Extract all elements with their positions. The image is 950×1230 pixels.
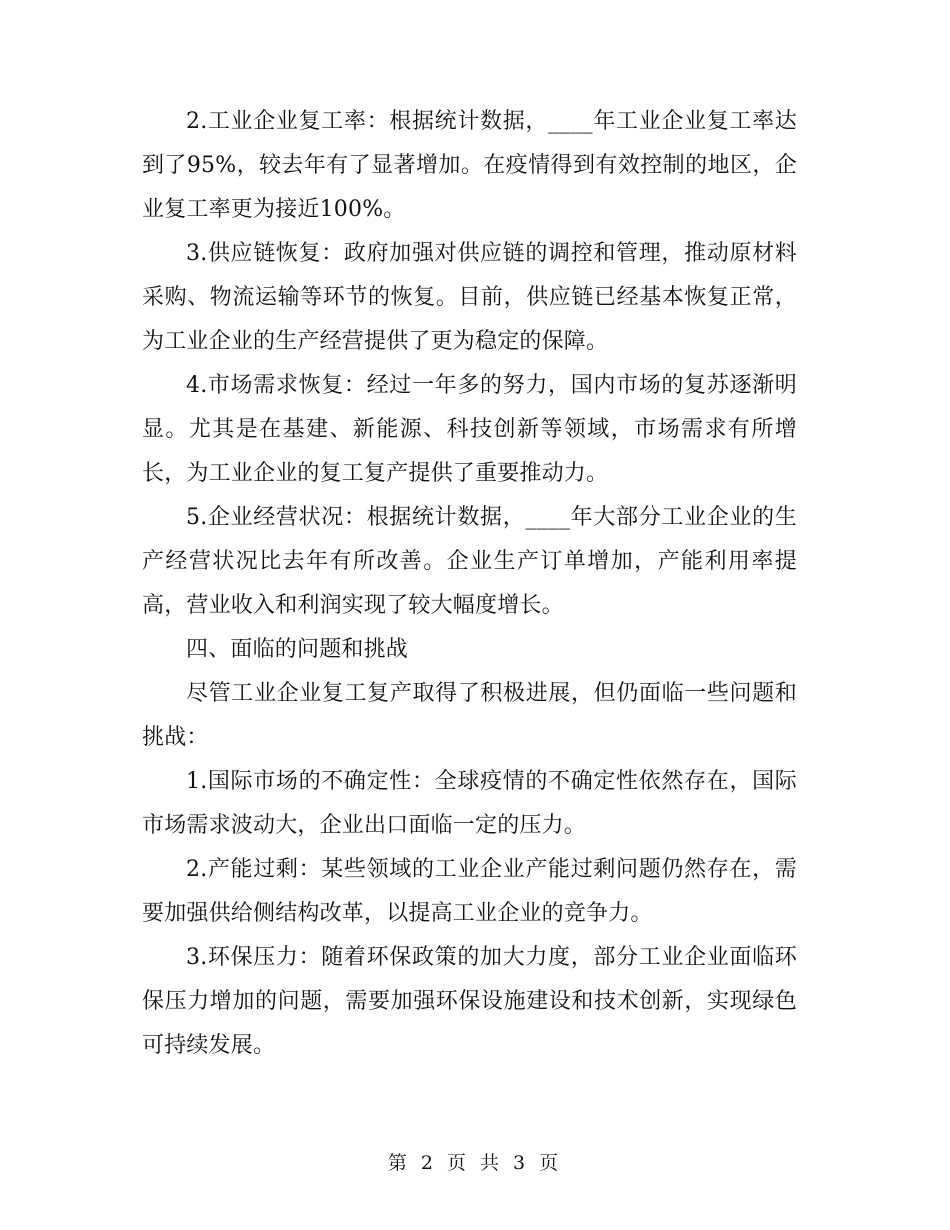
- document-body: [142, 100, 797, 1068]
- page-number-footer: 第 2 页 共 3 页: [387, 1152, 563, 1174]
- paragraph-environmental-pressure: 3.环保压力：随着环保政策的加大力度，部分工业企业面临环保压力增加的问题，需要加强环保设施建设和技术创新，实现绿色可持续发展。: [142, 945, 797, 1058]
- paragraph-international-market: 1.国际市场的不确定性：全球疫情的不确定性依然存在，国际市场需求波动大，企业出口面临一定的压力。: [142, 769, 797, 838]
- paragraph-market-demand: 4.市场需求恢复：经过一年多的努力，国内市场的复苏逐渐明显。尤其是在基建、新能源、科技创新等领域，市场需求有所增长，为工业企业的复工复产提供了重要推动力。: [142, 373, 797, 486]
- paragraph-overcapacity: 2.产能过剩：某些领域的工业企业产能过剩问题仍然存在，需要加强供给侧结构改革，以提高工业企业的竞争力。: [142, 857, 797, 926]
- paragraph-business-status: 5.企业经营状况：根据统计数据，____年大部分工业企业的生产经营状况比去年有所改善。企业生产订单增加，产能利用率提高，营业收入和利润实现了较大幅度增长。: [142, 505, 797, 618]
- paragraph-problems-intro: 尽管工业企业复工复产取得了积极进展，但仍面临一些问题和挑战：: [142, 681, 797, 750]
- paragraph-supply-chain: 3.供应链恢复：政府加强对供应链的调控和管理，推动原材料采购、物流运输等环节的恢复。目前，供应链已经基本恢复正常，为工业企业的生产经营提供了更为稳定的保障。: [142, 241, 797, 354]
- paragraph-resumption-rate: 2.工业企业复工率：根据统计数据，____年工业企业复工率达到了95%，较去年有了显著增加。在疫情得到有效控制的地区，企业复工率更为接近100%。: [142, 109, 797, 222]
- section-heading-problems: 四、面临的问题和挑战: [186, 637, 409, 662]
